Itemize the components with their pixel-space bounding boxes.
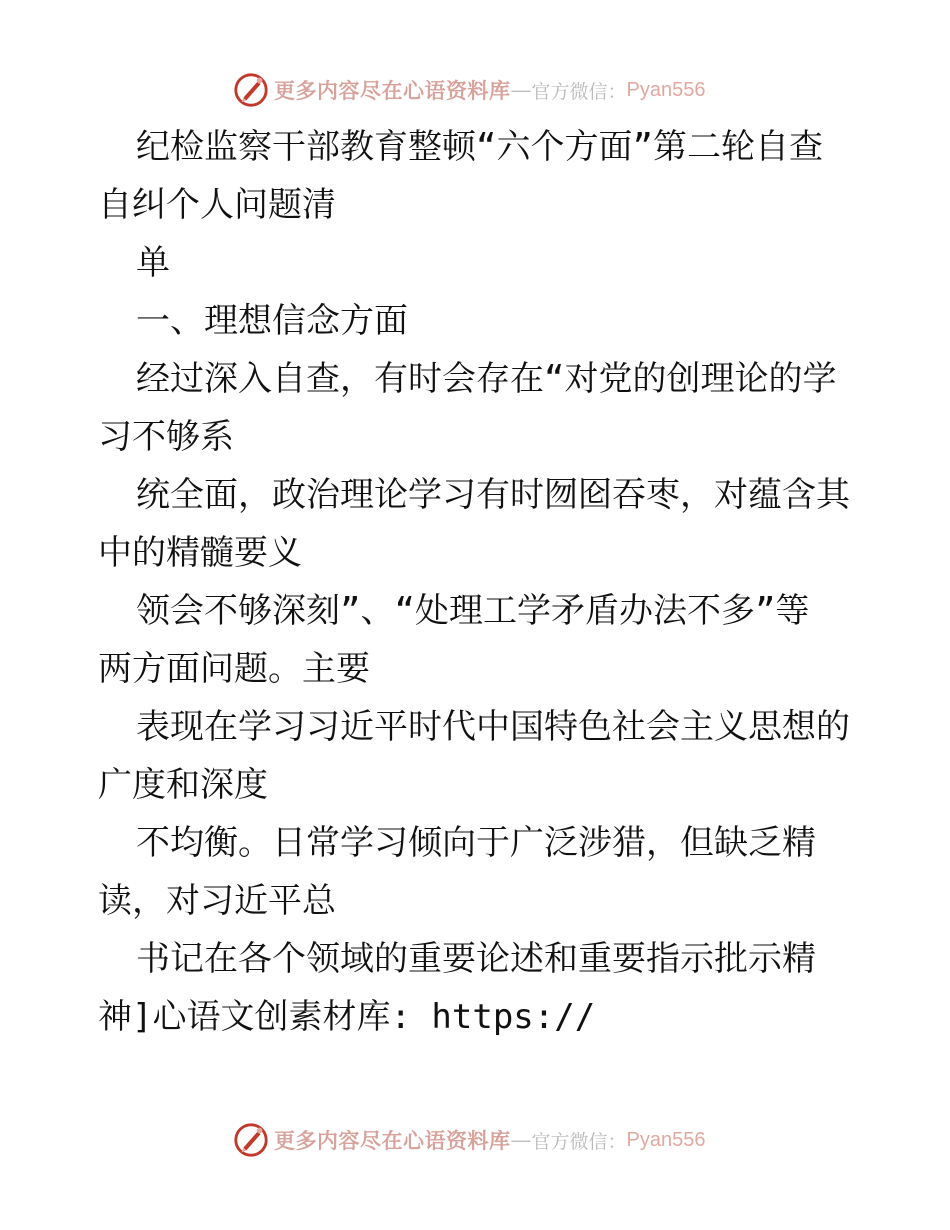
watermark-header <box>232 70 705 110</box>
paragraph-line: 神]心语文创素材库: https:// <box>98 997 596 1037</box>
paragraph-line: 领会不够深刻”、“处理工学矛盾办法不多”等 <box>136 591 810 631</box>
pen-logo-icon <box>232 1121 270 1159</box>
paragraph-line: 不均衡。日常学习倾向于广泛涉猎，但缺乏精 <box>136 823 816 863</box>
document-title-line: 纪检监察干部教育整顿“六个方面”第二轮自查 <box>136 127 823 167</box>
document-body <box>98 118 858 1046</box>
paragraph-line: 习不够系 <box>98 417 234 457</box>
watermark-title: 更多内容尽在心语资料库 <box>274 1128 511 1153</box>
paragraph-line: 表现在学习习近平时代中国特色社会主义思想的 <box>136 707 850 747</box>
paragraph-line: 书记在各个领域的重要论述和重要指示批示精 <box>136 939 816 979</box>
document-title-line: 自纠个人问题清 <box>98 185 336 225</box>
watermark-wechat-id: Pyan556 <box>626 78 706 101</box>
watermark-dash: — <box>510 78 532 102</box>
paragraph-line: 读，对习近平总 <box>98 881 336 921</box>
document-title-line: 单 <box>136 243 170 283</box>
watermark-wechat-id: Pyan556 <box>626 1128 706 1151</box>
watermark-title: 更多内容尽在心语资料库 <box>274 78 511 103</box>
paragraph-line: 广度和深度 <box>98 765 268 805</box>
watermark-footer <box>232 1120 705 1160</box>
watermark-wechat-label: 官方微信： <box>531 1130 627 1153</box>
paragraph-line: 经过深入自查，有时会存在“对党的创理论的学 <box>136 359 837 399</box>
paragraph-line: 两方面问题。主要 <box>98 649 370 689</box>
paragraph-line: 统全面，政治理论学习有时囫囵吞枣，对蕴含其 <box>136 475 850 515</box>
watermark-dash: — <box>510 1128 532 1152</box>
section-heading: 一、理想信念方面 <box>136 301 408 341</box>
paragraph-line: 中的精髓要义 <box>98 533 302 573</box>
pen-logo-icon <box>232 71 270 109</box>
watermark-wechat-label: 官方微信： <box>531 80 627 103</box>
